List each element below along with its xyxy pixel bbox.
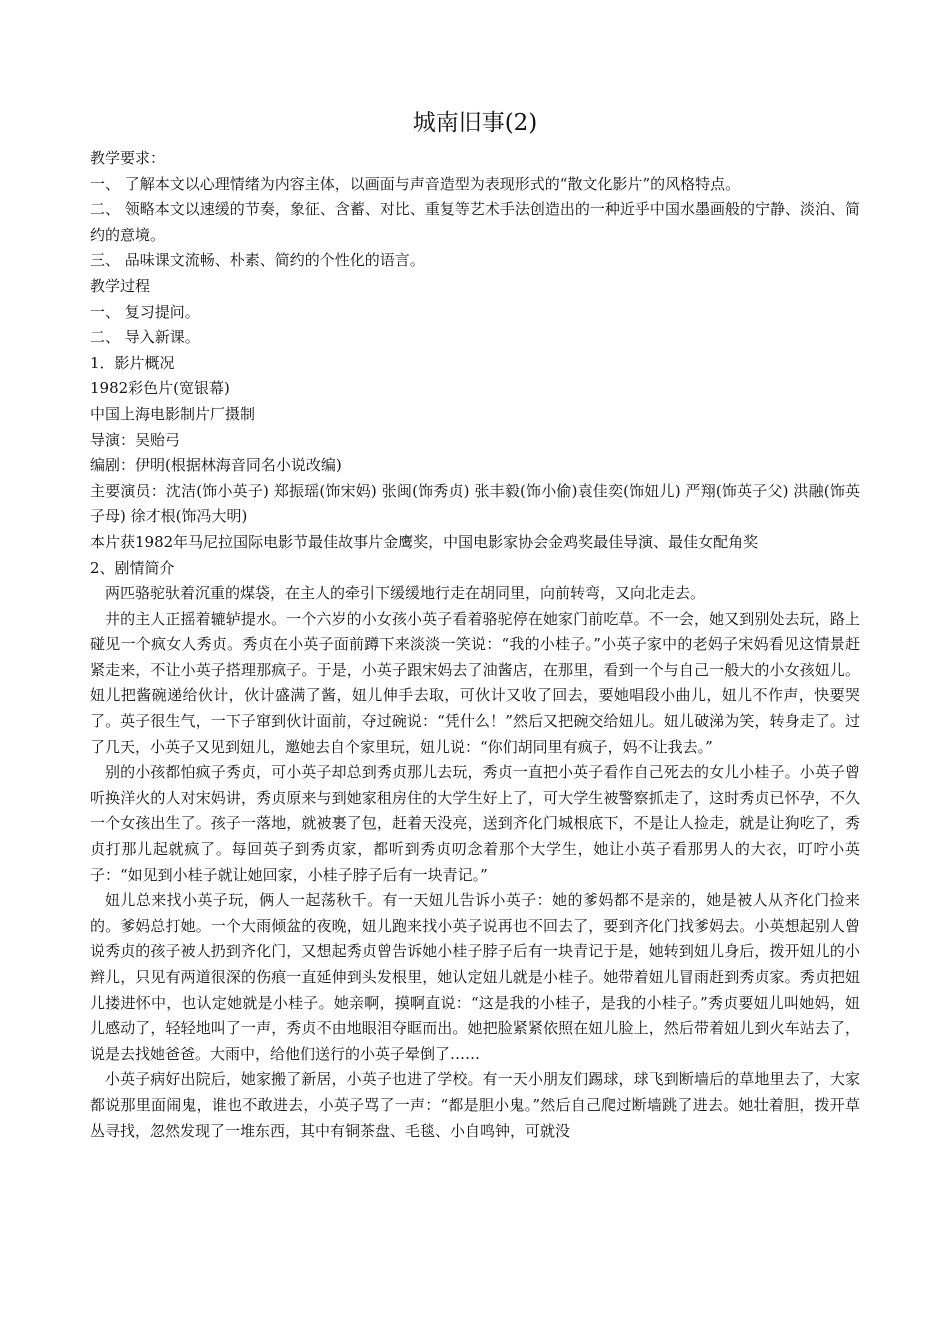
process-item-2: 二、 导入新课。: [90, 328, 200, 347]
plot-paragraph-2: 井的主人正摇着辘轳提水。一个六岁的小女孩小英子看着骆驼停在她家门前吃草。不一会，她又到别处去玩，路上碰见一个疯女人秀贞。秀贞在小英子面前蹲下来淡淡一笑说：“我的小桂子。”小英子家中的老妈子宋妈看见这情景赶紧走来，不让小英子搭理那疯子。于是，小英子跟宋妈去了油酱店，在那里，看到一个与自己一般大的小女孩妞儿。妞儿把酱碗递给伙计，伙计盛满了酱，妞儿伸手去取，可伙计又收了回去，要她唱段小曲儿，妞儿不作声，快要哭了。英子很生气，一下子窜到伙计面前，夺过碗说：“凭什么！”然后又把碗交给妞儿。妞儿破涕为笑，转身走了。过了几天，小英子又见到妞儿，邀她去自个家里玩，妞儿说：“你们胡同里有疯子，妈不让我去。”: [90, 609, 860, 756]
requirement-item-1: 一、 了解本文以心理情绪为内容主体，以画面与声音造型为表现形式的“散文化影片”的风格特点。: [90, 174, 741, 193]
section-heading-requirements: 教学要求：: [90, 149, 166, 167]
section-heading-process: 教学过程: [90, 276, 151, 295]
plot-paragraph-1: 两匹骆驼驮着沉重的煤袋，在主人的牵引下缓缓地行走在胡同里，向前转弯，又向北走去。: [105, 584, 706, 603]
plot-paragraph-5: 小英子病好出院后，她家搬了新居，小英子也进了学校。有一天小朋友们踢球，球飞到断墙后的草地里去了，大家都说那里面闹鬼，谁也不敢进去，小英子骂了一声：“都是胆小鬼。”然后自己爬过断墙跳了进去。她壮着胆，拨开草丛寻找，忽然发现了一堆东西，其中有铜茶盘、毛毯、小自鸣钟，可就没: [90, 1070, 860, 1140]
film-screenwriter: 编剧：伊明(根据林海音同名小说改编): [90, 456, 342, 475]
requirement-item-2: 二、 领略本文以速缓的节奏，象征、含蓄、对比、重复等艺术手法创造出的一种近乎中国水墨画般的宁静、淡泊、简约的意境。: [90, 200, 860, 244]
plot-summary-heading: 2、剧情简介: [90, 558, 175, 577]
plot-paragraph-4: 妞儿总来找小英子玩，俩人一起荡秋千。有一天妞儿告诉小英子：她的爹妈都不是亲的，她是被人从齐化门捡来的。爹妈总打她。一个大雨倾盆的夜晚，妞儿跑来找小英子说再也不回去了，要到齐化门找爹妈去。小英想起别人曾说秀贞的孩子被人扔到齐化门，又想起秀贞曾告诉她小桂子脖子后有一块青记于是，她转到妞儿身后，拨开妞儿的小辫儿，只见有两道很深的伤痕一直延伸到头发根里，她认定妞儿就是小桂子。她带着妞儿冒雨赶到秀贞家。秀贞把妞儿搂进怀中，也认定她就是小桂子。她亲啊，摸啊直说：“这是我的小桂子，是我的小桂子。”秀贞要妞儿叫她妈，妞儿感动了，轻轻地叫了一声，秀贞不由地眼泪夺眶而出。她把脸紧紧依照在妞儿脸上，然后带着妞儿到火车站去了，说是去找她爸爸。大雨中，给他们送行的小英子晕倒了……: [90, 891, 860, 1063]
film-cast: 主要演员：沈洁(饰小英子) 郑振瑶(饰宋妈) 张闽(饰秀贞) 张丰毅(饰小偷)袁佳奕(饰妞儿) 严翔(饰英子父) 洪融(饰英子母) 徐才根(饰冯大明): [90, 481, 860, 526]
film-studio: 中国上海电影制片厂摄制: [90, 404, 256, 423]
film-format: 1982彩色片(宽银幕): [90, 379, 230, 398]
film-director: 导演：吴贻弓: [90, 430, 181, 449]
film-overview-heading: 1．影片概况: [90, 353, 175, 372]
plot-paragraph-3: 别的小孩都怕疯子秀贞，可小英子却总到秀贞那儿去玩，秀贞一直把小英子看作自己死去的女儿小桂子。小英子曾听换洋火的人对宋妈讲，秀贞原来与到她家租房住的大学生好上了，可大学生被警察抓走了，这时秀贞已怀孕，不久一个女孩出生了。孩子一落地，就被裹了包，赶着天没亮，送到齐化门城根底下，不是让人捡走，就是让狗吃了，秀贞打那儿起就疯了。每回英子到秀贞家，都听到秀贞叨念着那个大学生，她让小英子看那男人的大衣，叮咛小英子：“如见到小桂子就让她回家，小桂子脖子后有一块青记。”: [90, 763, 860, 884]
document-title: 城南旧事(2): [412, 110, 538, 136]
document-page: [90, 108, 860, 1144]
process-item-1: 一、 复习提问。: [90, 302, 200, 321]
film-awards: 本片获1982年马尼拉国际电影节最佳故事片金鹰奖，中国电影家协会金鸡奖最佳导演、最佳女配角奖: [90, 532, 759, 551]
requirement-item-3: 三、 品味课文流畅、朴素、简约的个性化的语言。: [90, 251, 425, 270]
